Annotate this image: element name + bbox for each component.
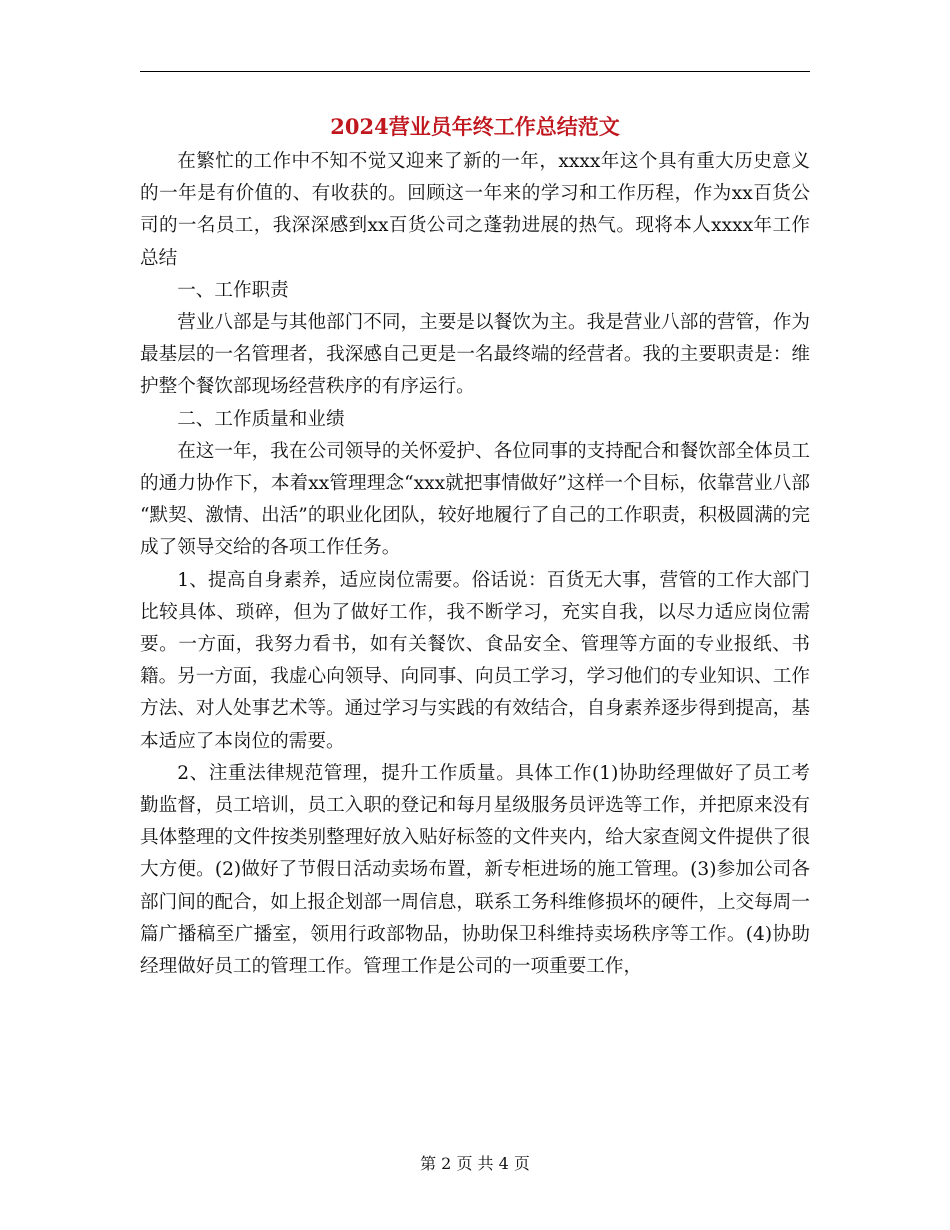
paragraph-work-quality: 在这一年，我在公司领导的关怀爱护、各位同事的支持配合和餐饮部全体员工的通力协作下，本着xx管理理念“xxx就把事情做好”这样一个目标，依靠营业八部 “默契、激情、出活”的职业化团队，较好地履行了自己的工作职责，积极圆满的完成了领导交给的各项工作任务。 [140, 440, 810, 559]
heading-work-quality: 二、工作质量和业绩 [177, 408, 345, 430]
paragraph-intro: 在繁忙的工作中不知不觉又迎来了新的一年，xxxx年这个具有重大历史意义的一年是有价值的、有收获的。回顾这一年来的学习和工作历程，作为xx百货公司的一名员工，我深深感到xx百货公司之蓬勃进展的热气。现将本人xxxx年工作总结 [140, 151, 810, 269]
heading-job-duties: 一、工作职责 [177, 279, 289, 301]
paragraph-item-2: 2、注重法律规范管理，提升工作质量。具体工作(1)协助经理做好了员工考勤监督，员工培训，员工入职的登记和每月星级服务员评选等工作，并把原来没有具体整理的文件按类别整理好放入贴好标签的文件夹内，给大家查阅文件提供了很大方便。(2)做好了节假日活动卖场布置，新专柜进场的施工管理。(3)参加公司各部门间的配合，如上报企划部一周信息，联系工务科维修损坏的硬件，上交每周一篇广播稿至广播室，领用行政部物品，协助保卫科维持卖场秩序等工作。(4)协助经理做好员工的管理工作。管理工作是公司的一项重要工作， [140, 762, 810, 978]
paragraph-job-duties: 营业八部是与其他部门不同，主要是以餐饮为主。我是营业八部的营管，作为最基层的一名管理者，我深感自己更是一名最终端的经营者。我的主要职责是：维护整个餐饮部现场经营秩序的有序运行。 [140, 312, 810, 398]
document-body [140, 146, 810, 983]
page-number-footer: 第 2 页 共 4 页 [420, 1154, 530, 1173]
document-title: 2024营业员年终工作总结范文 [330, 114, 620, 139]
header-rule [140, 71, 810, 72]
paragraph-item-1: 1、提高自身素养，适应岗位需要。俗话说：百货无大事，营管的工作大部门比较具体、琐碎，但为了做好工作，我不断学习，充实自我，以尽力适应岗位需要。一方面，我努力看书，如有关餐饮、食品安全、管理等方面的专业报纸、书籍。另一方面，我虚心向领导、向同事、向员工学习，学习他们的专业知识、工作方法、对人处事艺术等。通过学习与实践的有效结合，自身素养逐步得到提高，基本适应了本岗位的需要。 [140, 569, 810, 752]
